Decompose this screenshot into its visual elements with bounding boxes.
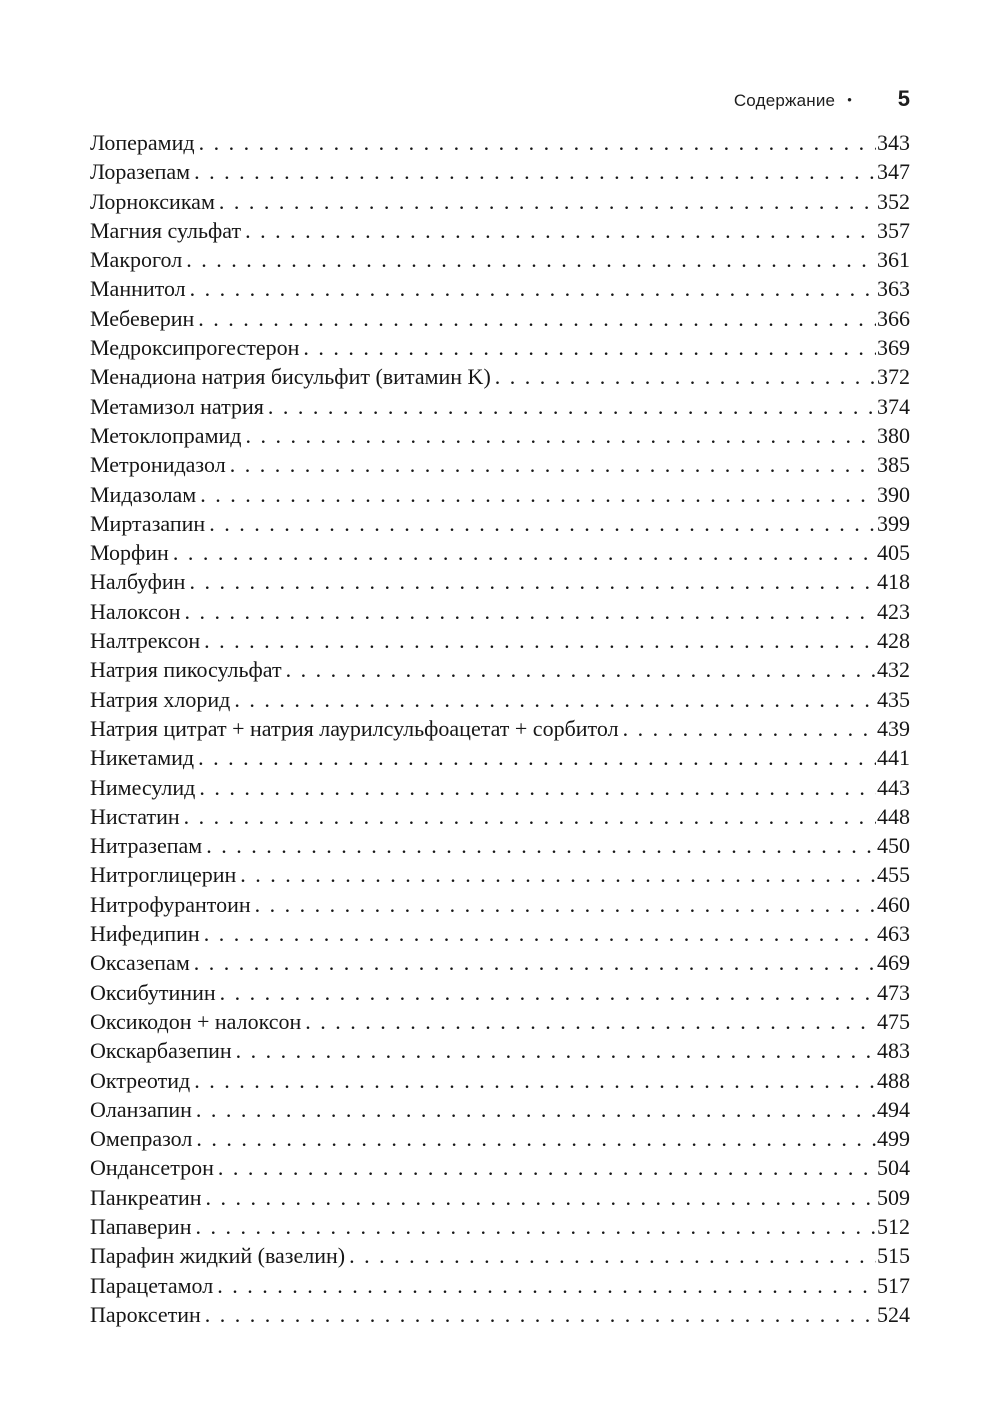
- toc-entry-title: Нитразепам: [90, 833, 203, 859]
- toc-entry-page: 455: [877, 862, 910, 888]
- dot-leader: [198, 743, 876, 772]
- dot-leader: [623, 714, 876, 743]
- toc-entry: [90, 802, 910, 831]
- toc-entry-page: 512: [877, 1213, 910, 1239]
- toc-entry-title: Менадиона натрия бисульфит (витамин K): [90, 364, 491, 390]
- toc-entry: [90, 333, 910, 362]
- toc-entry: [90, 245, 910, 274]
- toc-entry: [90, 1153, 910, 1182]
- table-of-contents: [90, 128, 910, 1329]
- toc-entry-title: Октреотид: [90, 1067, 191, 1093]
- page-number: 5: [897, 86, 910, 111]
- toc-entry-title: Магния сульфат: [90, 217, 242, 243]
- toc-entry-page: 347: [877, 159, 910, 185]
- toc-entry-page: 448: [877, 803, 910, 829]
- dot-leader: [240, 860, 876, 889]
- dot-leader: [234, 685, 876, 714]
- toc-entry-page: 428: [877, 628, 910, 654]
- dot-leader: [196, 1124, 876, 1153]
- section-title: Содержание: [733, 91, 836, 110]
- dot-leader: [196, 1095, 876, 1124]
- toc-entry-title: Лоперамид: [90, 130, 195, 155]
- dot-leader: [194, 1066, 876, 1095]
- toc-entry: [90, 128, 910, 157]
- toc-entry-title: Медроксипрогестерон: [90, 335, 300, 361]
- toc-entry: [90, 860, 910, 889]
- toc-entry: [90, 948, 910, 977]
- toc-entry: [90, 362, 910, 391]
- dot-leader: [219, 187, 876, 216]
- toc-entry-page: 374: [877, 393, 910, 419]
- dot-leader: [209, 509, 876, 538]
- toc-entry: [90, 216, 910, 245]
- dot-leader: [303, 333, 876, 362]
- dot-leader: [186, 245, 876, 274]
- dot-leader: [194, 948, 876, 977]
- toc-entry-page: 405: [877, 540, 910, 566]
- bullet-separator: •: [847, 92, 852, 107]
- toc-entry: [90, 1036, 910, 1065]
- dot-leader: [286, 655, 876, 684]
- toc-entry-title: Налоксон: [90, 598, 181, 624]
- toc-entry-page: 399: [877, 510, 910, 536]
- dot-leader: [204, 626, 876, 655]
- dot-leader: [305, 1007, 876, 1036]
- toc-entry: [90, 626, 910, 655]
- dot-leader: [199, 128, 876, 157]
- toc-entry-page: 380: [877, 422, 910, 448]
- dot-leader: [230, 450, 876, 479]
- toc-entry: [90, 157, 910, 186]
- toc-entry: [90, 919, 910, 948]
- toc-entry-page: 423: [877, 598, 910, 624]
- toc-entry: [90, 831, 910, 860]
- toc-entry-page: 352: [877, 188, 910, 214]
- toc-entry-title: Нимесулид: [90, 774, 196, 800]
- dot-leader: [173, 538, 876, 567]
- dot-leader: [198, 304, 876, 333]
- toc-entry-page: 488: [877, 1067, 910, 1093]
- toc-entry-page: 372: [877, 364, 910, 390]
- toc-entry-page: 494: [877, 1096, 910, 1122]
- toc-entry: [90, 304, 910, 333]
- dot-leader: [185, 597, 876, 626]
- toc-entry-title: Натрия цитрат + натрия лаурилсульфоацетат + сорбитол: [90, 715, 619, 741]
- toc-entry-title: Морфин: [90, 540, 169, 566]
- toc-entry-page: 357: [877, 217, 910, 243]
- toc-entry: [90, 1271, 910, 1300]
- toc-entry-page: 385: [877, 452, 910, 478]
- dot-leader: [206, 831, 876, 860]
- dot-leader: [205, 1300, 876, 1329]
- toc-entry-title: Нистатин: [90, 803, 180, 829]
- toc-entry-title: Оксибутинин: [90, 979, 216, 1005]
- toc-entry: [90, 773, 910, 802]
- dot-leader: [217, 1271, 876, 1300]
- toc-entry-title: Мебеверин: [90, 305, 195, 331]
- toc-entry-title: Метамизол натрия: [90, 393, 264, 419]
- toc-entry-title: Налбуфин: [90, 569, 186, 595]
- toc-entry-page: 369: [877, 335, 910, 361]
- toc-entry-page: 515: [877, 1243, 910, 1269]
- toc-entry: [90, 743, 910, 772]
- toc-entry-title: Окскарбазепин: [90, 1038, 232, 1064]
- toc-entry-title: Макрогол: [90, 247, 183, 273]
- toc-entry: [90, 187, 910, 216]
- toc-entry-page: 483: [877, 1038, 910, 1064]
- toc-entry-page: 450: [877, 833, 910, 859]
- toc-entry-title: Маннитол: [90, 276, 186, 302]
- toc-entry-page: 441: [877, 745, 910, 771]
- dot-leader: [218, 1153, 876, 1182]
- toc-entry: [90, 1241, 910, 1270]
- toc-entry-page: 443: [877, 774, 910, 800]
- toc-entry-title: Оксазепам: [90, 950, 190, 976]
- page-header: [90, 86, 910, 112]
- dot-leader: [255, 890, 876, 919]
- toc-entry: [90, 538, 910, 567]
- dot-leader: [189, 567, 876, 596]
- dot-leader: [236, 1036, 876, 1065]
- toc-entry: [90, 597, 910, 626]
- toc-entry: [90, 1212, 910, 1241]
- dot-leader: [268, 392, 876, 421]
- toc-entry-page: 475: [877, 1008, 910, 1034]
- toc-entry-page: 390: [877, 481, 910, 507]
- dot-leader: [245, 216, 876, 245]
- toc-entry-title: Папаверин: [90, 1213, 192, 1239]
- toc-entry-title: Панкреатин: [90, 1184, 202, 1210]
- toc-entry-page: 366: [877, 305, 910, 331]
- dot-leader: [204, 919, 876, 948]
- toc-entry-title: Метоклопрамид: [90, 422, 242, 448]
- toc-entry-page: 504: [877, 1155, 910, 1181]
- toc-entry: [90, 655, 910, 684]
- toc-entry-title: Ондансетрон: [90, 1155, 214, 1181]
- toc-entry-title: Омепразол: [90, 1126, 193, 1152]
- toc-entry-title: Налтрексон: [90, 628, 201, 654]
- toc-entry-title: Оланзапин: [90, 1096, 192, 1122]
- toc-entry: [90, 890, 910, 919]
- toc-entry-page: 418: [877, 569, 910, 595]
- dot-leader: [190, 274, 876, 303]
- toc-entry-page: 432: [877, 657, 910, 683]
- toc-entry-title: Натрия хлорид: [90, 686, 231, 712]
- toc-entry-title: Нифедипин: [90, 921, 200, 947]
- dot-leader: [245, 421, 876, 450]
- toc-entry: [90, 421, 910, 450]
- toc-entry-page: 363: [877, 276, 910, 302]
- dot-leader: [206, 1183, 876, 1212]
- toc-entry: [90, 1095, 910, 1124]
- toc-entry: [90, 450, 910, 479]
- toc-entry: [90, 978, 910, 1007]
- toc-entry-title: Нитрофурантоин: [90, 891, 251, 917]
- toc-entry: [90, 509, 910, 538]
- toc-entry-title: Никетамид: [90, 745, 195, 771]
- toc-entry-title: Миртазапин: [90, 510, 206, 536]
- toc-entry-page: 460: [877, 891, 910, 917]
- toc-entry: [90, 274, 910, 303]
- toc-entry-page: 517: [877, 1272, 910, 1298]
- toc-entry-page: 469: [877, 950, 910, 976]
- toc-entry-page: 361: [877, 247, 910, 273]
- toc-entry: [90, 1183, 910, 1212]
- toc-entry-title: Лоразепам: [90, 159, 191, 185]
- toc-entry: [90, 567, 910, 596]
- dot-leader: [349, 1241, 876, 1270]
- dot-leader: [495, 362, 876, 391]
- toc-entry-title: Лорноксикам: [90, 188, 215, 214]
- toc-entry-page: 509: [877, 1184, 910, 1210]
- toc-entry: [90, 685, 910, 714]
- toc-entry-title: Пароксетин: [90, 1301, 201, 1327]
- dot-leader: [220, 978, 876, 1007]
- dot-leader: [184, 802, 876, 831]
- toc-entry-page: 524: [877, 1301, 910, 1327]
- dot-leader: [199, 773, 876, 802]
- toc-entry-page: 499: [877, 1126, 910, 1152]
- toc-entry-page: 343: [877, 130, 910, 155]
- dot-leader: [195, 1212, 876, 1241]
- toc-entry-title: Метронидазол: [90, 452, 226, 478]
- toc-entry-page: 463: [877, 921, 910, 947]
- toc-entry-title: Мидазолам: [90, 481, 197, 507]
- toc-entry-title: Нитроглицерин: [90, 862, 237, 888]
- toc-entry: [90, 392, 910, 421]
- toc-entry-page: 473: [877, 979, 910, 1005]
- toc-entry-page: 439: [877, 715, 910, 741]
- dot-leader: [200, 480, 876, 509]
- toc-entry-title: Парацетамол: [90, 1272, 214, 1298]
- toc-entry: [90, 1124, 910, 1153]
- toc-entry: [90, 1300, 910, 1329]
- toc-entry: [90, 1066, 910, 1095]
- toc-entry: [90, 714, 910, 743]
- toc-entry-title: Парафин жидкий (вазелин): [90, 1243, 346, 1269]
- dot-leader: [194, 157, 876, 186]
- toc-entry: [90, 480, 910, 509]
- toc-entry-title: Натрия пикосульфат: [90, 657, 282, 683]
- toc-entry: [90, 1007, 910, 1036]
- toc-entry-page: 435: [877, 686, 910, 712]
- toc-entry-title: Оксикодон + налоксон: [90, 1008, 302, 1034]
